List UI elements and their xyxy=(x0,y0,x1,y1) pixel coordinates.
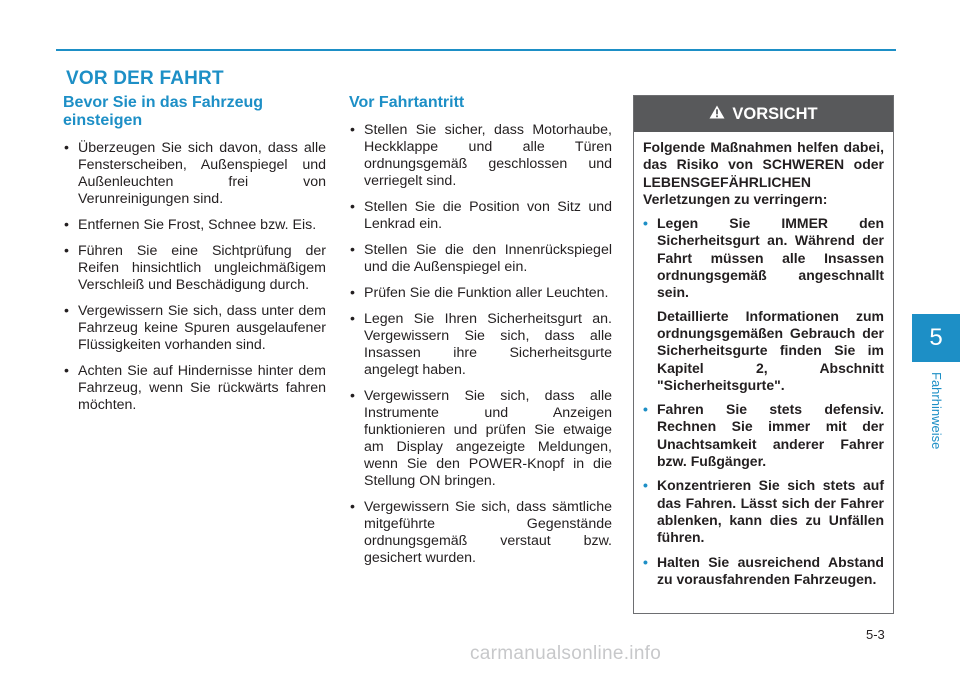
chapter-label: Fahrhinweise xyxy=(929,372,944,450)
caution-box xyxy=(633,95,894,614)
list-item: • Vergewissern Sie sich, dass unter dem Fahrzeug keine Spuren ausgelaufener Flüssigkeiten vorhanden sind. xyxy=(63,303,326,354)
caution-body xyxy=(634,132,893,588)
caution-item xyxy=(643,554,884,589)
caution-item xyxy=(643,477,884,546)
caution-list xyxy=(643,215,884,588)
heading-before-entering: Bevor Sie in das Fahrzeug einsteigen xyxy=(63,94,264,129)
caution-item-text: Halten Sie ausreichend Abstand zu vorausfahrenden Fahrzeugen. xyxy=(657,553,884,587)
column-before-entering xyxy=(63,94,326,423)
caution-item xyxy=(643,401,884,470)
list-item: • Legen Sie Ihren Sicherheitsgurt an. Vergewissern Sie sich, dass alle Insassen ihre Sicherheitsgurte angelegt haben. xyxy=(349,311,612,379)
caution-item-note: Detaillierte Informationen zum ordnungsgemäßen Gebrauch der Sicherheitsgurte finden Sie im Kapitel 2, Abschnitt "Sicherheitsgurte". xyxy=(657,307,884,393)
list-item: • Entfernen Sie Frost, Schnee bzw. Eis. xyxy=(63,217,326,234)
caution-item xyxy=(643,215,884,394)
list-before-entering xyxy=(63,140,326,414)
list-item: • Überzeugen Sie sich davon, dass alle Fensterscheiben, Außenspiegel und Außenleuchten frei von Verunreinigungen sind. xyxy=(63,140,326,208)
watermark: carmanualsonline.info xyxy=(470,643,662,664)
caution-item-text: Legen Sie IMMER den Sicherheitsgurt an. Während der Fahrt müssen alle Insassen ordnungsgemäß angeschnallt sein. xyxy=(657,215,884,301)
list-item: • Führen Sie eine Sichtprüfung der Reifen hinsichtlich ungleichmäßigem Verschleiß und Beschädigung durch. xyxy=(63,243,326,294)
caution-header xyxy=(634,96,893,132)
list-item: • Prüfen Sie die Funktion aller Leuchten. xyxy=(349,285,612,302)
list-item: • Vergewissern Sie sich, dass sämtliche mitgeführte Gegenstände ordnungsgemäß verstaut bzw. gesichert wurden. xyxy=(349,499,612,567)
list-item: • Stellen Sie die Position von Sitz und Lenkrad ein. xyxy=(349,199,612,233)
top-rule xyxy=(56,49,896,51)
section-title: VOR DER FAHRT xyxy=(66,68,224,89)
list-item: • Stellen Sie sicher, dass Motorhaube, Heckklappe und alle Türen ordnungsgemäß geschlossen und verriegelt sind. xyxy=(349,122,612,190)
caution-intro: Folgende Maßnahmen helfen dabei, das Risiko von SCHWEREN oder LEBENSGEFÄHRLICHEN Verletzungen zu verringern: xyxy=(643,139,884,207)
chapter-number-tab: 5 xyxy=(912,314,960,362)
page-number: 5-3 xyxy=(866,627,885,642)
warning-triangle-icon xyxy=(709,105,725,124)
heading-before-driving: Vor Fahrtantritt xyxy=(349,94,465,111)
caution-item-text: Fahren Sie stets defensiv. Rechnen Sie immer mit der Unachtsamkeit anderer Fahrer bzw. Fußgänger. xyxy=(657,401,884,470)
list-item: • Achten Sie auf Hindernisse hinter dem Fahrzeug, wenn Sie rückwärts fahren möchten. xyxy=(63,363,326,414)
list-item: • Vergewissern Sie sich, dass alle Instrumente und Anzeigen funktionieren und prüfen Sie etwaige am Display angezeigte Meldungen, wenn Sie den POWER-Knopf in die Stellung ON bringen. xyxy=(349,388,612,490)
caution-item-text: Konzentrieren Sie sich stets auf das Fahren. Lässt sich der Fahrer ablenken, kann dies zu Unfällen führen. xyxy=(657,477,884,546)
column-before-driving xyxy=(349,94,612,576)
list-item: • Stellen Sie die den Innenrückspiegel und die Außenspiegel ein. xyxy=(349,242,612,276)
caution-title: VORSICHT xyxy=(732,104,818,123)
list-before-driving xyxy=(349,122,612,567)
